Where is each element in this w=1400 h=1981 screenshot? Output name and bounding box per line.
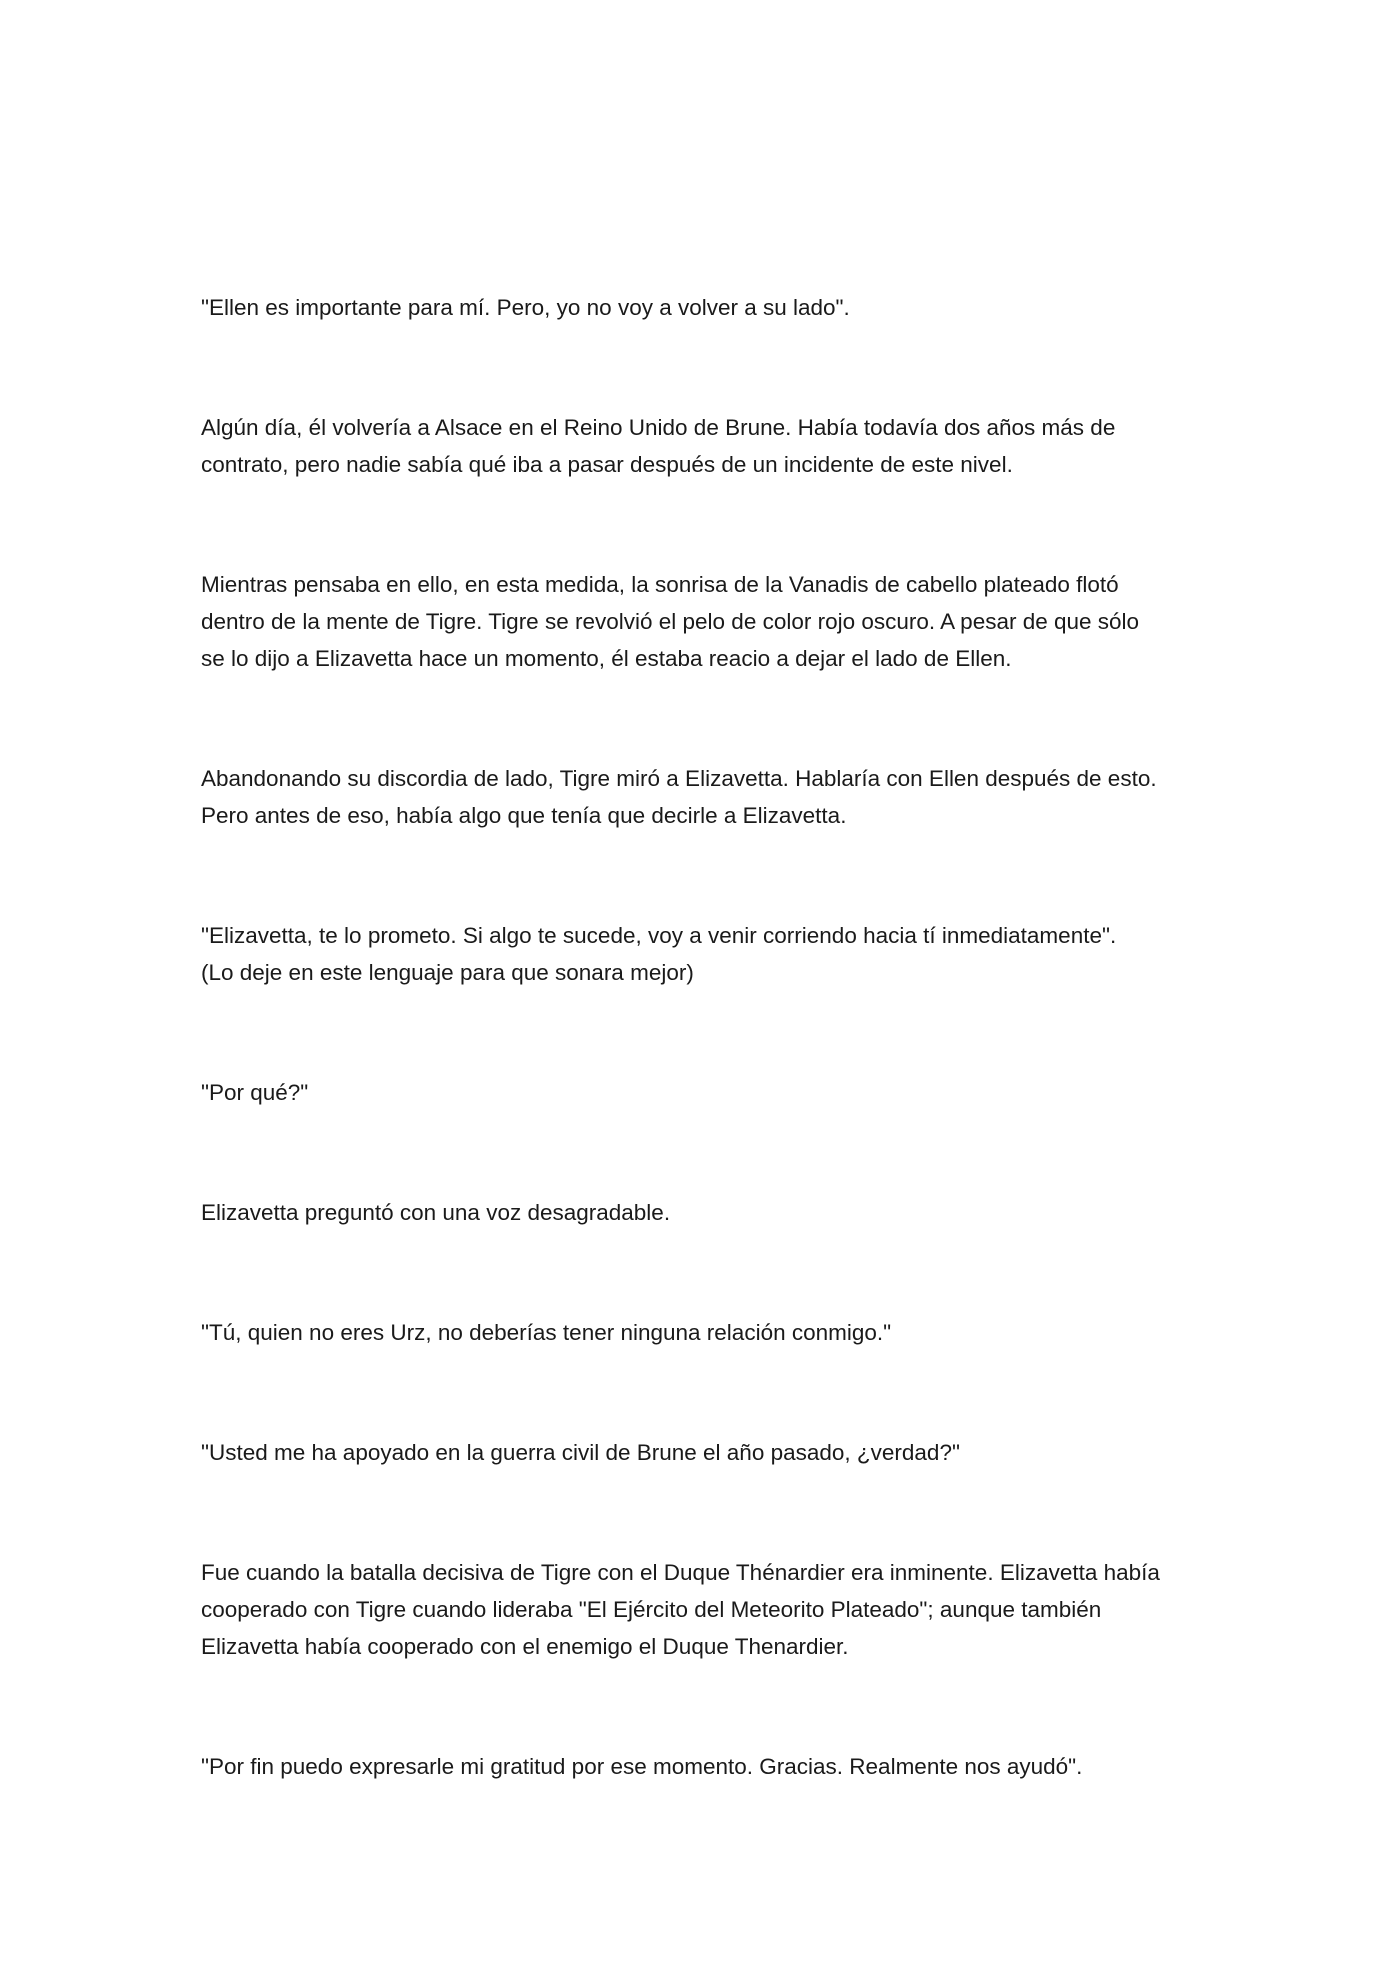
paragraph-3: Mientras pensaba en ello, en esta medida, la sonrisa de la Vanadis de cabello plateado flotó dentro de la mente de Tigre. Tigre se revolvió el pelo de color rojo oscuro. A pesar de que sólo se lo dijo a Elizavetta hace un momento, él estaba reacio a dejar el lado de Ellen. bbox=[201, 572, 1140, 671]
paragraph-1: "Ellen es importante para mí. Pero, yo no voy a volver a su lado". bbox=[201, 295, 850, 320]
paragraph-7: Elizavetta preguntó con una voz desagradable. bbox=[201, 1200, 671, 1225]
paragraph-4: Abandonando su discordia de lado, Tigre miró a Elizavetta. Hablaría con Ellen después de esto. Pero antes de eso, había algo que tenía que decirle a Elizavetta. bbox=[201, 766, 1157, 828]
paragraph-10: Fue cuando la batalla decisiva de Tigre con el Duque Thénardier era inminente. Elizavetta había cooperado con Tigre cuando lideraba "El Ejército del Meteorito Plateado"; aunque también Elizavetta había cooperado con el enemigo el Duque Thenardier. bbox=[201, 1560, 1160, 1659]
paragraph-9: "Usted me ha apoyado en la guerra civil de Brune el año pasado, ¿verdad?" bbox=[201, 1440, 960, 1465]
paragraph-6: "Por qué?" bbox=[201, 1080, 309, 1105]
paragraph-2: Algún día, él volvería a Alsace en el Reino Unido de Brune. Había todavía dos años más de contrato, pero nadie sabía qué iba a pasar después de un incidente de este nivel. bbox=[201, 415, 1116, 477]
paragraph-11: "Por fin puedo expresarle mi gratitud por ese momento. Gracias. Realmente nos ayudó". bbox=[201, 1754, 1083, 1779]
paragraph-5: "Elizavetta, te lo prometo. Si algo te sucede, voy a venir corriendo hacia tí inmediatamente". (Lo deje en este lenguaje para que sonara mejor) bbox=[201, 923, 1117, 985]
document-body bbox=[201, 289, 1211, 1785]
paragraph-8: "Tú, quien no eres Urz, no deberías tener ninguna relación conmigo." bbox=[201, 1320, 892, 1345]
